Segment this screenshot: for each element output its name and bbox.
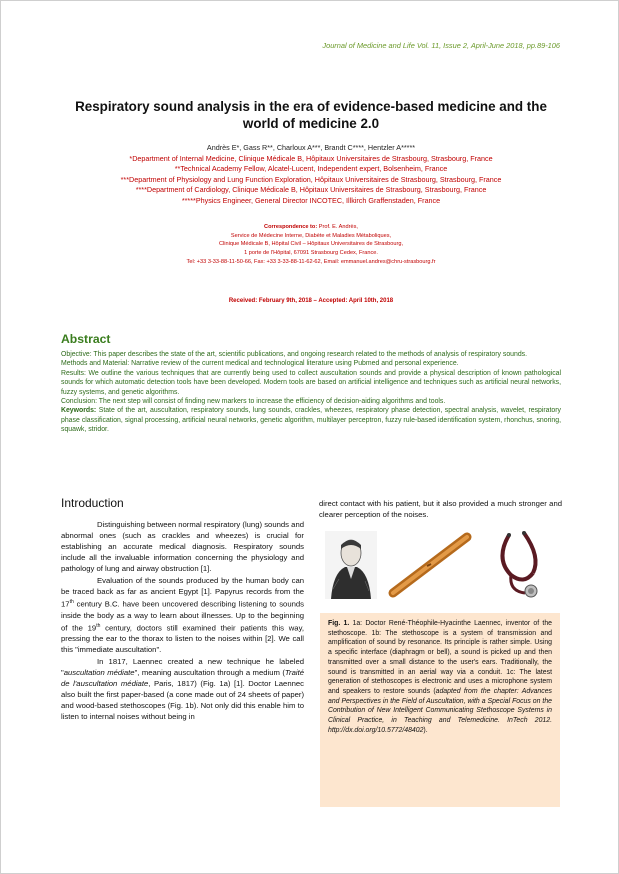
abstract-conclusion: Conclusion: The next step will consist of finding new markers to increase the efficiency of decision-aiding algorithms and tools. xyxy=(61,398,446,406)
paper-title: Respiratory sound analysis in the era of evidence-based medicine and the world of medicine 2.0 xyxy=(75,99,547,131)
affiliation: *Department of Internal Medicine, Clinique Médicale B, Hôpitaux Universitaires de Strasbourg, Strasbourg, France xyxy=(129,153,493,163)
correspondence-line: Clinique Médicale B, Hôpital Civil – Hôpitaux Universitaires de Strasbourg, xyxy=(218,241,404,248)
figure-images xyxy=(319,529,562,601)
abstract-results: Results: We outline the various techniques that are currently being used to collect auscultation sounds and provide a physical description of known pathological sounds for which automatic detection tools have been developed. Modern tools are based on artificial intelligence and techniques such as artificial neural networks, fuzzy systems, and genetic algorithms. xyxy=(61,369,561,396)
intro-paragraph-3: In 1817, Laennec created a new technique he labeled "auscultation médiate", meaning auscultation through a medium (Traité de l'auscultation médiate, Paris, 1817) (Fig. 1a) [1]. Doctor Laennec also built the first paper-based (a cone made out of 24 sheets of paper) and wood-based stethoscopes (Fig. 1b). Not only did this enable him to listen to internal noises without being in xyxy=(61,657,304,722)
wooden-stethoscope-image xyxy=(383,531,475,599)
right-column-text: direct contact with his patient, but it also provided a much stronger and clearer perception of the noises. xyxy=(319,499,562,519)
affiliation: ***Department of Physiology and Lung Function Exploration, Hôpitaux Universitaires de Strasbourg, Strasbourg, France xyxy=(120,174,502,184)
figure-caption-text: 1a: Doctor René-Théophile-Hyacinthe Laennec, inventor of the stethoscope. 1b: The stethoscope is a system of transmission and amplification of sound by resonance. Its principle is rather simple. Using a specific interface (diaphragm or bell), a sound is picked up and then transmitted over a small distance to the user's ears. Traditionally, the sound is transmitted in an aerial way via a conduit. 1c: The latest generation of stethoscopes is electronic and uses a microphone system and speakers to restore sounds ( xyxy=(328,620,552,695)
figure-label: Fig. 1. xyxy=(328,620,350,627)
introduction-heading: Introduction xyxy=(61,496,124,510)
abstract-methods: Methods and Material: Narrative review of the current medical and technological literature using Pubmed and personal experience. xyxy=(61,360,459,368)
left-column xyxy=(61,519,304,723)
abstract-heading: Abstract xyxy=(61,332,111,346)
affiliation: **Technical Academy Fellow, Alcatel-Lucent, Independent expert, Bolsenheim, France xyxy=(174,164,448,174)
correspondence-block xyxy=(101,223,521,267)
laennec-portrait-image xyxy=(325,531,377,599)
affiliation: *****Physics Engineer, General Director INCOTEC, Illkirch Graffenstaden, France xyxy=(181,195,441,205)
author-block xyxy=(61,143,561,207)
abstract-body xyxy=(61,350,561,435)
affiliation: ****Department of Cardiology, Clinique Médicale B, Hôpitaux Universitaires de Strasbourg, Strasbourg, France xyxy=(135,185,487,195)
intro-paragraph-1: Distinguishing between normal respiratory (lung) sounds and abnormal ones (such as crackles and wheezes) is crucial for establishing an accurate medical diagnosis. Respiratory sounds include all the invaluable information concerning the physiology and pathology of lung and airway obstruction [1]. xyxy=(61,520,304,573)
received-dates: Received: February 9th, 2018 – Accepted: April 10th, 2018 xyxy=(228,298,394,304)
figure-source: adapted from the chapter: Advances and Perspectives in the Field of Auscultation, with a Special Focus on the Contribution of New Intelligent Communicating Stethoscope Systems in Clinical Practice, in Teaching and Telemedicine. InTech 2012. http://dx.doi.org/10.5772/48402 xyxy=(328,687,552,734)
figure-caption: Fig. 1. 1a: Doctor René-Théophile-Hyacinthe Laennec, inventor of the stethoscope. 1b: The stethoscope is a system of transmission and amplification of sound by resonance. Its principle is rather simple. Using a specific interface (diaphragm or bell), a sound is picked up and then transmitted over a small distance to the user's ears. Traditionally, the sound is transmitted in an aerial way via a conduit. 1c: The latest generation of stethoscopes is electronic and uses a microphone system and speakers to restore sounds (adapted from the chapter: Advances and Perspectives in the Field of Auscultation, with a Special Focus on the Contribution of New Intelligent Communicating Stethoscope Systems in Clinical Practice, in Teaching and Telemedicine. InTech 2012. http://dx.doi.org/10.5772/48402). xyxy=(320,613,560,807)
correspondence-label: Correspondence to: xyxy=(264,224,318,230)
abstract-objective: Objective: This paper describes the state of the art, scientific publications, and ongoing research related to the methods of analysis of respiratory sounds. xyxy=(61,351,528,358)
journal-citation: Journal of Medicine and Life Vol. 11, Issue 2, April-June 2018, pp.89-106 xyxy=(322,41,560,50)
keywords-label: Keywords: xyxy=(61,407,97,415)
correspondence-line: 1 porte de l'Hôpital, 67091 Strasbourg Cedex, France. xyxy=(244,250,378,257)
correspondence-contact: Tel: +33 3-33-88-11-50-66, Fax: +33 3-33-88-11-62-62, Email: emmanuel.andres@chru-strasbourg.fr xyxy=(186,258,436,265)
modern-stethoscope-image xyxy=(502,531,537,597)
keywords-list: State of the art, auscultation, respiratory sounds, lung sounds, crackles, wheezes, respiratory phase detection, spectral analysis, wavelet, respiratory phase classification, signal processing, artificial neural networks, genetic algorithm, multilayer perceptron, fuzzy rule-based identification system, rhonchus, snoring, squawk, stridor. xyxy=(61,407,561,434)
correspondence-line: Service de Médecine Interne, Diabète et Maladies Métaboliques, xyxy=(230,232,392,239)
correspondence-name: Prof. E. Andrès, xyxy=(318,224,358,230)
intro-paragraph-2: Evaluation of the sounds produced by the human body can be traced back as far as ancient Egypt [1]. Papyrus records from the 17th century B.C. have been uncovered describing listening to sounds inside the body as a way to learn about illnesses. Up to the beginning of the 19th century, doctors still examined their patients this way, pressing the ear to the thorax to listen to the noises within [2]. We call this "immediate auscultation". xyxy=(61,576,304,655)
figure-1-panels xyxy=(319,529,562,601)
author-names: Andrès E*, Gass R**, Charloux A***, Brandt C****, Hentzler A***** xyxy=(206,143,416,152)
